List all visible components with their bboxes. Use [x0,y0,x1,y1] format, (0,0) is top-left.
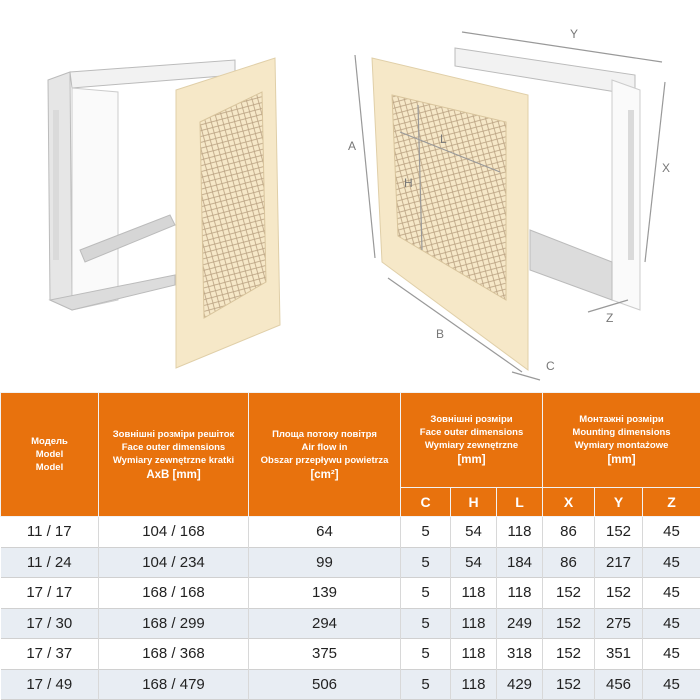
header-face-dimensions: Зовнішні розміри решіток Face outer dimensions Wymiary zewnętrzne kratki AxB [mm] [99,393,249,517]
label-h: H [404,176,413,190]
cell-y: 217 [595,547,643,578]
cell-airflow: 506 [249,669,401,700]
cell-airflow: 375 [249,639,401,670]
cell-c: 5 [401,639,451,670]
cell-z: 45 [643,669,700,700]
cell-airflow: 294 [249,608,401,639]
cell-c: 5 [401,517,451,548]
cell-airflow: 99 [249,547,401,578]
cell-l: 118 [497,517,543,548]
cell-h: 118 [451,608,497,639]
cell-z: 45 [643,547,700,578]
cell-z: 45 [643,639,700,670]
cell-y: 275 [595,608,643,639]
cell-model: 11 / 17 [1,517,99,548]
header-z: Z [643,488,700,517]
label-l: L [440,132,447,146]
table-row [1,517,700,548]
cell-y: 152 [595,578,643,609]
table-row [1,639,700,670]
cell-face: 104 / 168 [99,517,249,548]
cell-h: 54 [451,517,497,548]
header-outer-dimensions: Зовнішні розміри Face outer dimensions Wymiary zewnętrzne [mm] [401,393,543,488]
table-row [1,578,700,609]
cell-x: 86 [543,547,595,578]
table-row [1,608,700,639]
cell-l: 429 [497,669,543,700]
label-b: B [436,327,445,341]
cell-c: 5 [401,547,451,578]
cell-face: 168 / 168 [99,578,249,609]
cell-c: 5 [401,608,451,639]
cell-x: 152 [543,669,595,700]
cell-y: 351 [595,639,643,670]
cell-c: 5 [401,669,451,700]
cell-h: 118 [451,639,497,670]
label-z: Z [606,311,614,325]
cell-model: 11 / 24 [1,547,99,578]
cell-airflow: 139 [249,578,401,609]
cell-l: 118 [497,578,543,609]
table-row [1,547,700,578]
header-y: Y [595,488,643,517]
cell-h: 118 [451,669,497,700]
cell-x: 152 [543,578,595,609]
header-h: H [451,488,497,517]
cell-z: 45 [643,517,700,548]
label-c: C [546,359,555,373]
cell-z: 45 [643,608,700,639]
cell-l: 318 [497,639,543,670]
label-x: X [662,161,671,175]
cell-l: 184 [497,547,543,578]
specification-table [0,392,700,700]
cell-airflow: 64 [249,517,401,548]
cell-y: 456 [595,669,643,700]
cell-x: 152 [543,608,595,639]
cell-model: 17 / 30 [1,608,99,639]
cell-z: 45 [643,578,700,609]
label-a: A [348,139,357,153]
header-model: Модель Model Model [1,393,99,517]
cell-model: 17 / 37 [1,639,99,670]
cell-model: 17 / 49 [1,669,99,700]
header-x: X [543,488,595,517]
cell-face: 104 / 234 [99,547,249,578]
cell-y: 152 [595,517,643,548]
right-face-panel [372,58,528,370]
cell-face: 168 / 368 [99,639,249,670]
table-row [1,669,700,700]
cell-model: 17 / 17 [1,578,99,609]
header-mounting-dimensions: Монтажні розміри Mounting dimensions Wymiary montażowe [mm] [543,393,700,488]
cell-face: 168 / 299 [99,608,249,639]
cell-h: 54 [451,547,497,578]
cell-x: 86 [543,517,595,548]
header-l: L [497,488,543,517]
cell-face: 168 / 479 [99,669,249,700]
header-c: C [401,488,451,517]
cell-c: 5 [401,578,451,609]
cell-l: 249 [497,608,543,639]
header-airflow: Площа потоку повітря Air flow in Obszar przepływu powietrza [cm²] [249,393,401,517]
cell-h: 118 [451,578,497,609]
cell-x: 152 [543,639,595,670]
left-face-panel [176,58,280,368]
label-y: Y [570,27,579,41]
